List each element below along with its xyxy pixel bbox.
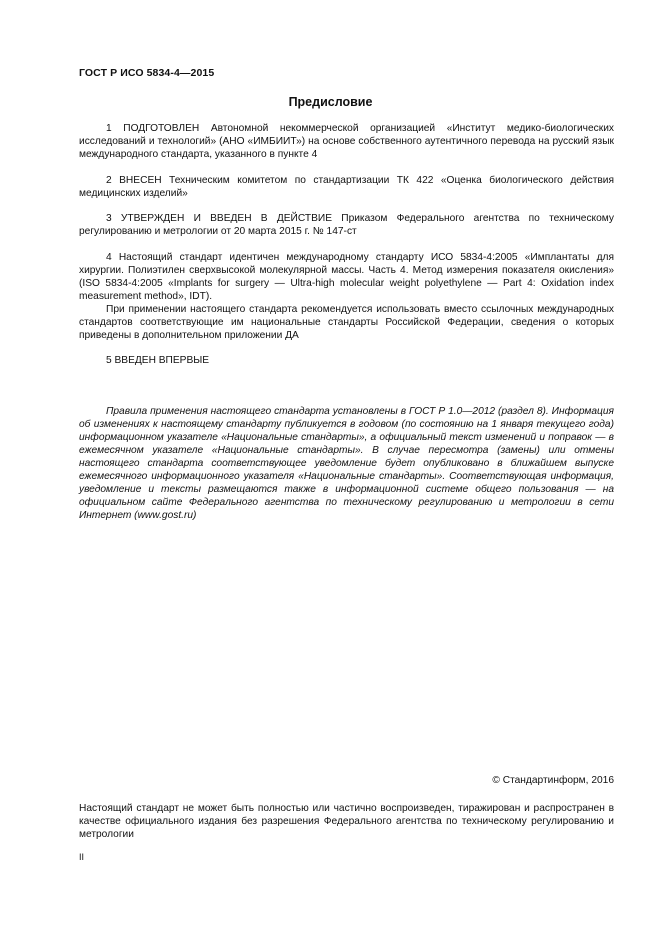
paragraph-1 [79, 122, 614, 161]
paragraph-5 [79, 354, 614, 367]
paragraph-3 [79, 212, 614, 238]
paragraph-4-text: 4 Настоящий стандарт идентичен международному стандарту ИСО 5834-4:2005 «Имплантаты для хирургии. Полиэтилен сверхвысокой молекулярной массы. Часть 4. Метод измерения показателя окисления» (ISO 5834-4:2005 «Implants for surgery — Ultra-high molecular weight polyethylene — Part 4: Oxidation index measurement method», IDT). [79, 252, 614, 302]
paragraph-2 [79, 174, 614, 200]
paragraph-2-text: 2 ВНЕСЕН Техническим комитетом по стандартизации ТК 422 «Оценка биологического действия медицинских изделий» [79, 175, 614, 199]
reproduction-notice-text: Настоящий стандарт не может быть полностью или частично воспроизведен, тиражирован и распространен в качестве официального издания без разрешения Федерального агентства по техническому регулированию и метрологии [79, 803, 614, 840]
paragraph-4-note [79, 303, 614, 342]
paragraph-1-text: 1 ПОДГОТОВЛЕН Автономной некоммерческой организацией «Институт медико-биологических исследований и технологий» (АНО «ИМБИИТ») на основе собственного аутентичного перевода на русский язык международного стандарта, указанного в пункте 4 [79, 123, 614, 160]
page-title: Предисловие [288, 95, 373, 109]
paragraph-4-note-text: При применении настоящего стандарта рекомендуется использовать вместо ссылочных международных стандартов соответствующие им национальные стандарты Российской Федерации, сведения о которых приведены в дополнительном приложении ДА [79, 304, 614, 341]
paragraph-5-text: 5 ВВЕДЕН ВПЕРВЫЕ [106, 355, 210, 366]
page-number: II [79, 852, 85, 862]
copyright: © Стандартинформ, 2016 [492, 775, 614, 786]
reproduction-notice [79, 802, 614, 841]
paragraph-3-text: 3 УТВЕРЖДЕН И ВВЕДЕН В ДЕЙСТВИЕ Приказом Федерального агентства по техническому регулированию и метрологии от 20 марта 2015 г. № 147-ст [79, 213, 614, 237]
notice-text: Правила применения настоящего стандарта установлены в ГОСТ Р 1.0—2012 (раздел 8). Информация об изменениях к настоящему стандарту публикуется в годовом (по состоянию на 1 января текущего года) информационном указателе «Национальные стандарты», а официальный текст изменений и поправок — в ежемесячном указателе «Национальные стандарты». В случае пересмотра (замены) или отмены настоящего стандарта соответствующее уведомление будет опубликовано в ближайшем выпуске ежемесячного информационного указателя «Национальные стандарты». Соответствующая информация, уведомление и тексты размещаются также в информационной системе общего пользования — на официальном сайте Федерального агентства по техническому регулированию и метрологии в сети Интернет (www.gost.ru) [79, 406, 614, 521]
paragraph-4 [79, 251, 614, 303]
notice-block [79, 405, 614, 522]
standard-header: ГОСТ Р ИСО 5834-4—2015 [79, 67, 215, 79]
